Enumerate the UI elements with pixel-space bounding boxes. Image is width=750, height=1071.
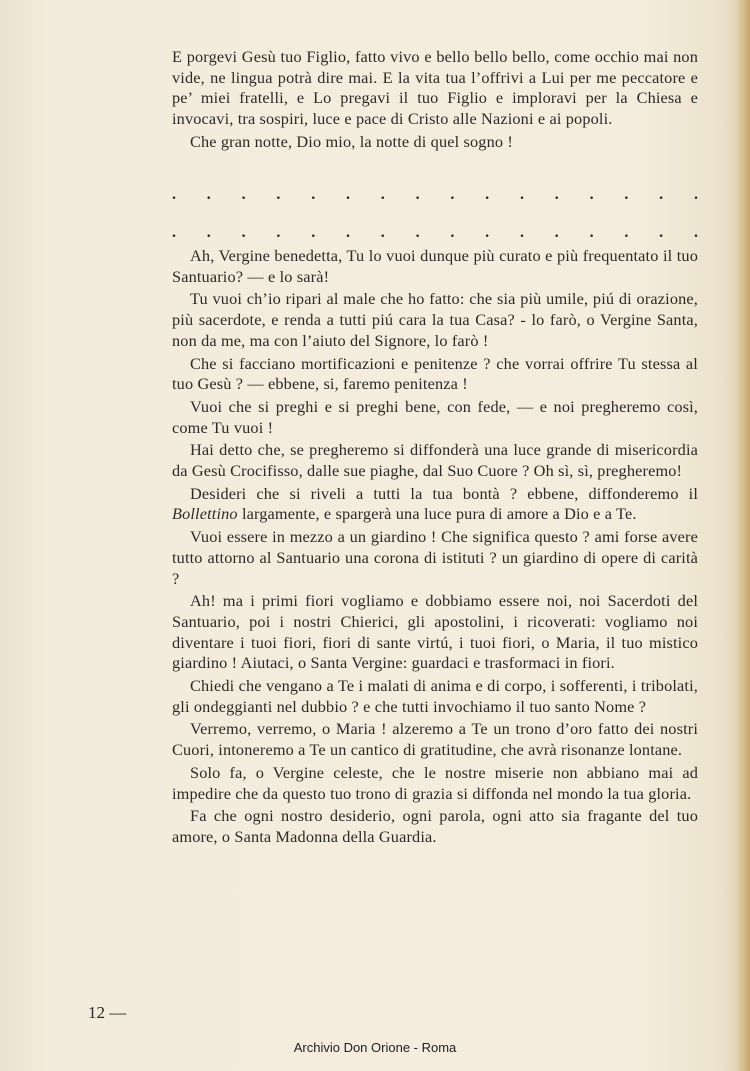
paragraph: Verremo, verremo, o Maria ! alzeremo a Te un trono d’oro fatto dei nostri Cuori, intoneremo a Te un cantico di gratitudine, che avrà risonanze lontane.	[172, 719, 698, 760]
paragraph: Vuoi essere in mezzo a un giardino ! Che significa questo ? ami forse avere tutto attorno al Santuario una corona di istituti ? un giardino di opere di carità ?	[172, 527, 698, 588]
archive-footer: Archivio Don Orione - Roma	[293, 1040, 457, 1055]
paragraph: Che gran notte, Dio mio, la notte di quel sogno !	[190, 131, 513, 151]
paragraph: Ah! ma i primi fiori vogliamo e dobbiamo essere noi, noi Sacerdoti del Santuario, poi i nostri Chierici, gli apostolini, i ricoverati: vogliamo noi diventare i tuoi fiori, fiori di sante virtú, i tuoi fiori, o Maria, il tuo mistico giardino ! Aiutaci, o Santa Vergine: guardaci e trasformaci in fiori.	[172, 591, 698, 673]
italic-title: Bollettino	[172, 504, 238, 524]
paragraph	[172, 484, 698, 525]
text-run: Desideri che si riveli a tutti la tua bontà ? ebbene, diffonderemo il	[190, 483, 698, 503]
paragraph: E porgevi Gesù tuo Figlio, fatto vivo e bello bello bello, come occhio mai non vide, ne lingua potrà dire mai. E la vita tua l’offrivi a Lui per me peccatore e pe’ miei fratelli, e Lo pregavi il tuo Figlio e imploravi per la Chiesa e invocavi, tra sospiri, luce e pace di Cristo alle Nazioni e ai popoli.	[172, 47, 698, 129]
paragraph: Ah, Vergine benedetta, Tu lo vuoi dunque più curato e più frequentato il tuo Santuario? — e lo sarà!	[172, 246, 698, 286]
paragraph: Chiedi che vengano a Te i malati di anima e di corpo, i sofferenti, i tribolati, gli ondeggianti nel dubbio ? e che tutti invochiamo il tuo santo Nome ?	[172, 676, 698, 716]
paragraph: Solo fa, o Vergine celeste, che le nostre miserie non abbiano mai ad impedire che da questo tuo trono di grazia si diffonda nel mondo la tua gloria.	[172, 762, 698, 803]
paragraph: Che si facciano mortificazioni e penitenze ? che vorrai offrire Tu stessa al tuo Gesù ? — ebbene, si, faremo penitenza !	[172, 353, 698, 394]
ellipsis-row: . . . . . . . . . . . . . . . .	[172, 224, 698, 241]
paragraph: Hai detto che, se pregheremo si diffonderà una luce grande di misericordia da Gesù Crocifisso, dalle sue piaghe, dal Suo Cuore ? Oh sì, sì, pregheremo!	[172, 440, 698, 481]
main-text	[172, 246, 698, 850]
page-edge-shadow	[736, 0, 750, 1071]
paragraph: Tu vuoi ch’io ripari al male che ho fatto: che sia più umile, piú di orazione, più sacerdote, e renda a tutti piú cara la tua Casa? - lo farò, o Vergine Santa, non da me, ma con l’aiuto del Signore, lo farò !	[172, 289, 698, 350]
intro-text	[172, 47, 698, 155]
paragraph: Vuoi che si preghi e si preghi bene, con fede, — e noi pregheremo così, come Tu vuoi !	[172, 396, 698, 437]
ellipsis-row: . . . . . . . . . . . . . . . .	[172, 186, 698, 203]
page-number: 12 —	[88, 1003, 127, 1022]
text-run: largamente, e spargerà una luce pura di amore a Dio e a Te.	[237, 504, 637, 524]
paragraph: Fa che ogni nostro desiderio, ogni parola, ogni atto sia fragante del tuo amore, o Santa Madonna della Guardia.	[172, 806, 698, 846]
